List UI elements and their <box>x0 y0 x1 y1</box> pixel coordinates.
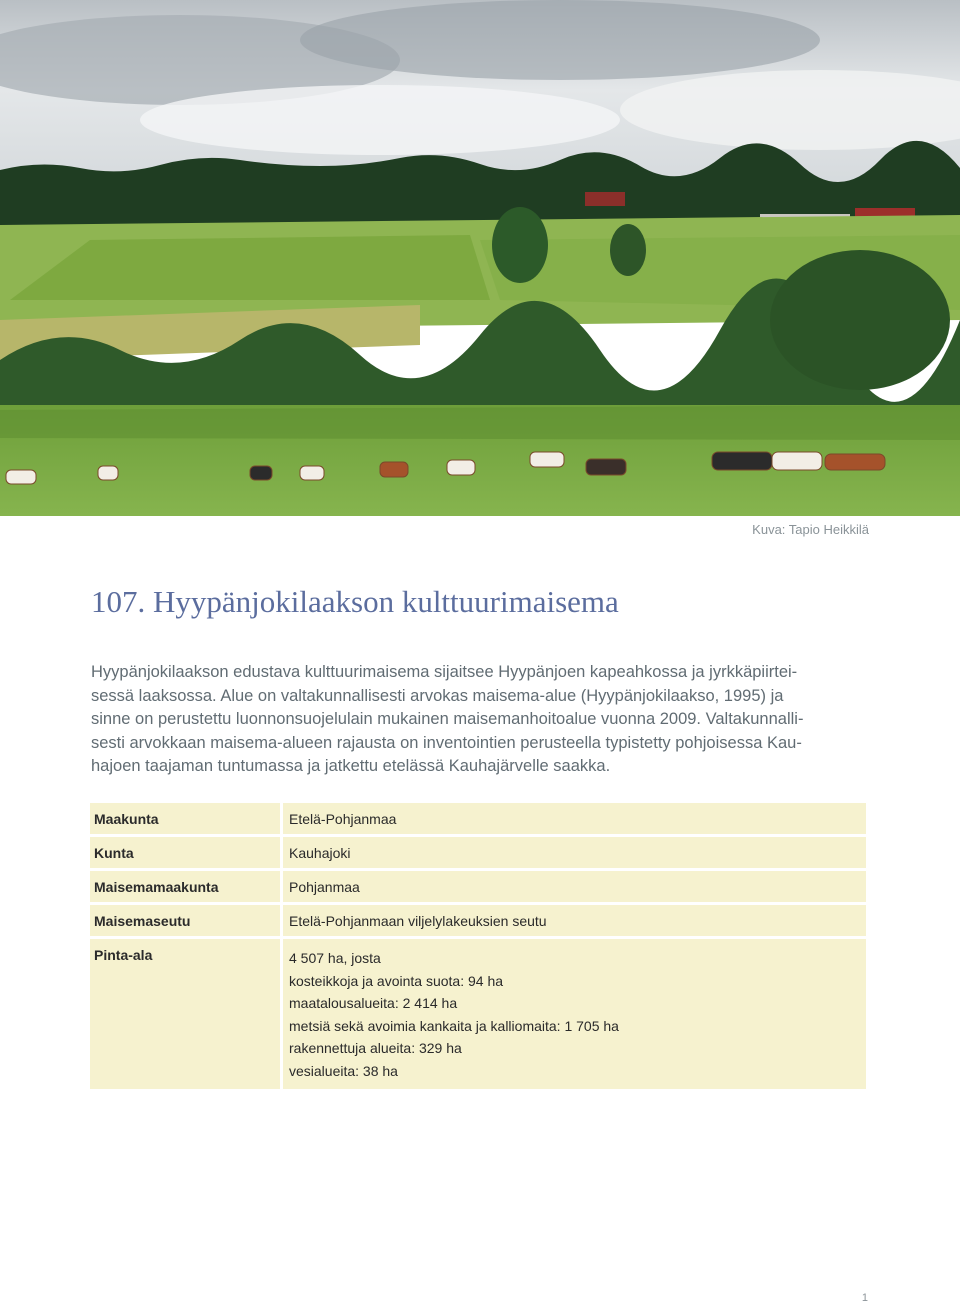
intro-line: Hyypänjokilaakson edustava kulttuurimaisema sijaitsee Hyypänjoen kapeahkossa ja jyrkkäpiirtei- <box>91 663 798 681</box>
row-value-pinta-ala <box>283 939 866 1089</box>
area-line: vesialueita: 38 ha <box>289 1062 398 1079</box>
intro-line: sinne on perustettu luonnonsuojelulain mukainen maisemanhoitoalue vuonna 2009. Valtakunnalli- <box>91 710 804 728</box>
landscape-photo <box>0 0 960 516</box>
table-row <box>90 803 866 834</box>
row-label-kunta: Kunta <box>90 837 280 868</box>
table-row <box>90 837 866 868</box>
page-number: 1 <box>861 1292 868 1304</box>
intro-line: hajoen taajaman tuntumassa ja jatkettu etelässä Kauhajärvelle saakka. <box>91 757 611 775</box>
photo-caption: Kuva: Tapio Heikkilä <box>752 522 869 537</box>
area-line: metsiä sekä avoimia kankaita ja kalliomaita: 1 705 ha <box>289 1017 619 1034</box>
table-row <box>90 905 866 936</box>
area-line: 4 507 ha, josta <box>289 950 381 966</box>
area-line: maatalousalueita: 2 414 ha <box>289 995 458 1012</box>
page-title: 107. Hyypänjokilaakson kulttuurimaisema <box>91 584 619 619</box>
area-line: kosteikkoja ja avointa suota: 94 ha <box>289 972 504 989</box>
table-row <box>90 871 866 902</box>
row-label-maakunta: Maakunta <box>90 803 280 834</box>
intro-line: sessä laaksossa. Alue on valtakunnallisesti arvokas maisema-alue (Hyypänjokilaakso, 1995) ja <box>91 686 784 705</box>
row-value-kunta: Kauhajoki <box>283 837 866 868</box>
row-label-maisemamaakunta: Maisemamaakunta <box>90 871 280 902</box>
row-value-maisemamaakunta: Pohjanmaa <box>283 871 866 902</box>
table-row <box>90 939 866 1089</box>
row-label-maisemaseutu: Maisemaseutu <box>90 905 280 936</box>
intro-line: sesti arvokkaan maisema-alueen rajausta on inventointien perusteella typistetty pohjoisessa Kau- <box>91 733 802 752</box>
row-value-maisemaseutu: Etelä-Pohjanmaan viljelylakeuksien seutu <box>283 905 866 936</box>
area-line: rakennettuja alueita: 329 ha <box>289 1040 462 1057</box>
landscape-photo-image <box>0 0 960 516</box>
intro-paragraph <box>91 661 871 779</box>
info-table <box>87 800 869 1092</box>
row-value-maakunta: Etelä-Pohjanmaa <box>283 803 866 834</box>
row-label-pinta-ala: Pinta-ala <box>90 939 280 1089</box>
